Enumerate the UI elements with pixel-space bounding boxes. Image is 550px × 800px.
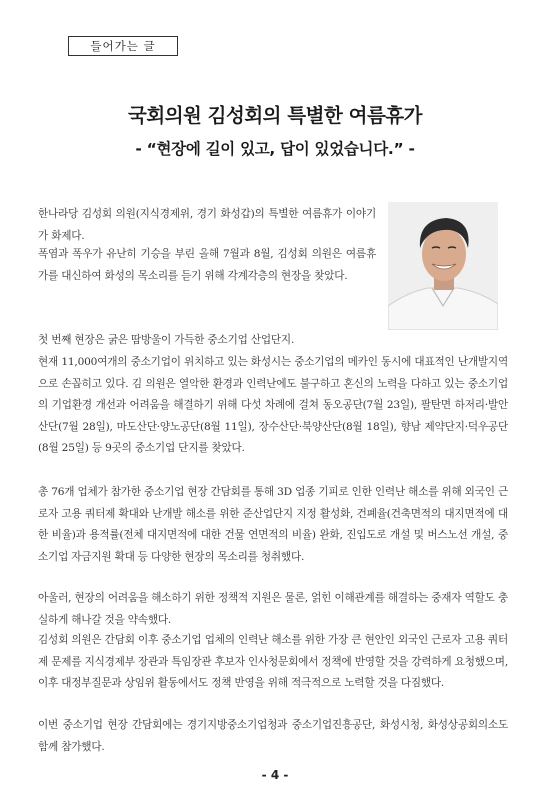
paragraph-participants: 이번 중소기업 현장 간담회에는 경기지방중소기업청과 중소기업진흥공단, 화성시청, 화성상공회의소도 함께 참가했다. — [38, 719, 508, 753]
portrait-illustration — [388, 202, 498, 330]
paragraph-hwaseong-industry: 현재 11,000여개의 중소기업이 위치하고 있는 화성시는 중소기업의 메카인 동시에 대표적인 난개발지역으로 손꼽히고 있다. 김 의원은 열악한 환경과 인력난에도 불구하고 혼신의 노력을 다하고 있는 중소기업의 기업환경 개선과 어려움을 해결하기 위해 다섯 차례에 걸쳐 동오공단(7월 23일), 팔탄면 하저리·발안산단(7월 28일), 마도산단·양노공단(8월 11일), 장수산단·북양산단(8월 18일), 향남 제약단지·덕우공단(8월 25일) 등 9곳의 중소기업 단지를 찾았다. — [38, 356, 508, 455]
paragraph-policy-request: 김성회 의원은 간담회 이후 중소기업 업체의 인력난 해소를 위한 가장 큰 현안인 외국인 근로자 고용 쿼터제 문제를 지식경제부 장관과 특임장관 후보자 인사청문회에서 정책에 반영할 것을 강력하게 요청했으며, 이후 대정부질문과 상임위 활동에서도 정책 반영을 위해 적극적으로 노력할 것을 다짐했다. — [38, 634, 508, 690]
paragraph-intro: 한나라당 김성회 의원(지식경제위, 경기 화성갑)의 특별한 여름휴가 이야기가 화제다. — [38, 208, 376, 242]
article-title: 국회의원 김성회의 특별한 여름휴가 — [128, 104, 422, 127]
paragraph-promise: 아울러, 현장의 어려움을 해소하기 위한 정책적 지원은 물론, 얽힌 이해관계를 해결하는 중재자 역할도 충실하게 해나갈 것을 약속했다. — [38, 592, 508, 626]
portrait-photo — [388, 202, 498, 330]
section-tag: 들어가는 글 — [68, 36, 178, 56]
paragraph-meeting-results: 총 76개 업체가 참가한 중소기업 현장 간담회를 통해 3D 업종 기피로 인한 인력난 해소를 위해 외국인 근로자 고용 쿼터제 확대와 난개발 해소를 위한 준산업단지 지정 활성화, 건폐율(건축면적의 대지면적에 대한 비율)과 용적률(전체 대지면적에 대한 건물 연면적의 비율) 완화, 진입도로 개설 및 버스노선 개설, 중소기업 자금지원 확대 등 다양한 현장의 목소리를 청취했다. — [38, 486, 508, 563]
article-subtitle: - “현장에 길이 있고, 답이 있었습니다.” - — [135, 140, 415, 158]
paragraph-summer-visit: 폭염과 폭우가 유난히 기승을 부린 올해 7월과 8월, 김성회 의원은 여름휴가를 대신하여 화성의 목소리를 듣기 위해 각계각층의 현장을 찾았다. — [38, 248, 376, 282]
paragraph-first-site: 첫 번째 현장은 굵은 땀방울이 가득한 중소기업 산업단지. — [38, 334, 295, 346]
page-number: - 4 - — [261, 768, 289, 782]
